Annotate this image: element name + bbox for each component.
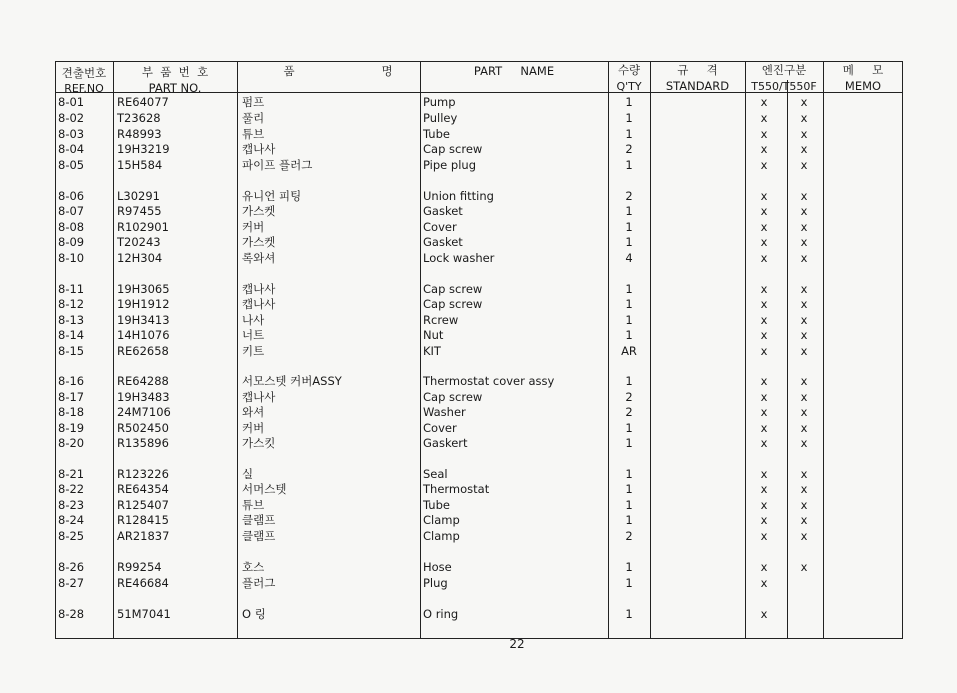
t550-mark: x <box>760 560 768 574</box>
name-en: KIT <box>423 344 441 358</box>
t550-mark: x <box>760 235 768 249</box>
ref-no: 8-21 <box>58 467 85 481</box>
t550f-mark: x <box>800 390 808 404</box>
part-no: 15H584 <box>117 158 163 172</box>
part-no: 51M7041 <box>117 607 171 621</box>
t550f-mark: x <box>800 498 808 512</box>
t550-mark: x <box>760 405 768 419</box>
name-kr: 튜브 <box>242 127 265 141</box>
t550f-mark: x <box>800 235 808 249</box>
ref-no: 8-11 <box>58 282 85 296</box>
name-kr: 파이프 플러그 <box>242 158 313 172</box>
qty: 1 <box>625 513 633 527</box>
header-memo-en: MEMO <box>844 79 882 93</box>
ref-no: 8-05 <box>58 158 85 172</box>
qty: 2 <box>625 405 633 419</box>
t550f-mark: x <box>800 421 808 435</box>
t550f-mark: x <box>800 127 808 141</box>
col-divider <box>420 61 421 639</box>
qty: 1 <box>625 111 633 125</box>
part-no: R99254 <box>117 560 162 574</box>
part-no: R125407 <box>117 498 169 512</box>
part-no: RE46684 <box>117 576 169 590</box>
t550f-mark: x <box>800 560 808 574</box>
ref-no: 8-06 <box>58 189 85 203</box>
part-no: T23628 <box>117 111 161 125</box>
t550f-mark: x <box>800 405 808 419</box>
header-qty-en: Q'TY <box>616 80 642 93</box>
name-en: Lock washer <box>423 251 495 265</box>
t550f-mark: x <box>800 344 808 358</box>
t550-mark: x <box>760 328 768 342</box>
qty: 1 <box>625 282 633 296</box>
part-no: 19H3065 <box>117 282 170 296</box>
col-divider <box>608 61 609 639</box>
t550-mark: x <box>760 436 768 450</box>
part-no: RE64077 <box>117 95 169 109</box>
ref-no: 8-03 <box>58 127 85 141</box>
name-en: Cap screw <box>423 282 483 296</box>
ref-no: 8-14 <box>58 328 85 342</box>
name-en: Clamp <box>423 529 460 543</box>
name-en: Cap screw <box>423 297 483 311</box>
name-en: Gasket <box>423 204 463 218</box>
qty: 1 <box>625 607 633 621</box>
qty: 1 <box>625 220 633 234</box>
name-kr: 서머스텟 <box>242 482 287 496</box>
t550f-mark: x <box>800 204 808 218</box>
name-kr: O 링 <box>242 607 266 621</box>
name-en: Cap screw <box>423 390 483 404</box>
ref-no: 8-25 <box>58 529 85 543</box>
name-en: Pump <box>423 95 456 109</box>
name-kr: 커버 <box>242 220 265 234</box>
t550-mark: x <box>760 189 768 203</box>
ref-no: 8-13 <box>58 313 85 327</box>
qty: 1 <box>625 127 633 141</box>
name-kr: 나사 <box>242 313 265 327</box>
header-std-en: STANDARD <box>665 79 730 93</box>
name-kr: 캡나사 <box>242 297 276 311</box>
t550f-mark: x <box>800 467 808 481</box>
t550-mark: x <box>760 142 768 156</box>
ref-no: 8-04 <box>58 142 85 156</box>
t550f-mark: x <box>800 111 808 125</box>
ref-no: 8-27 <box>58 576 85 590</box>
t550f-mark: x <box>800 297 808 311</box>
ref-no: 8-15 <box>58 344 85 358</box>
col-divider <box>237 61 238 639</box>
part-no: R97455 <box>117 204 162 218</box>
part-no: 19H3219 <box>117 142 170 156</box>
ref-no: 8-26 <box>58 560 85 574</box>
col-divider <box>823 61 824 639</box>
header-ref-kr: 견출번호 <box>61 66 107 80</box>
t550-mark: x <box>760 220 768 234</box>
qty: 2 <box>625 390 633 404</box>
t550f-mark: x <box>800 374 808 388</box>
qty: AR <box>621 344 637 358</box>
header-engine-kr: 엔진구분 <box>761 63 807 77</box>
ref-no: 8-16 <box>58 374 85 388</box>
name-en: Gasket <box>423 235 463 249</box>
name-en: Cap screw <box>423 142 483 156</box>
t550-mark: x <box>760 282 768 296</box>
name-kr: 튜브 <box>242 498 265 512</box>
t550-mark: x <box>760 158 768 172</box>
t550-mark: x <box>760 421 768 435</box>
col-divider <box>787 80 788 639</box>
name-kr: 캡나사 <box>242 282 276 296</box>
name-en: Hose <box>423 560 452 574</box>
part-no: 19H3413 <box>117 313 170 327</box>
name-kr: 실 <box>242 467 254 481</box>
name-kr: 호스 <box>242 560 265 574</box>
t550f-mark: x <box>800 436 808 450</box>
ref-no: 8-18 <box>58 405 85 419</box>
name-kr: 가스킷 <box>242 436 276 450</box>
name-kr: 플러그 <box>242 576 276 590</box>
t550-mark: x <box>760 576 768 590</box>
qty: 2 <box>625 142 633 156</box>
t550-mark: x <box>760 297 768 311</box>
part-no: R48993 <box>117 127 162 141</box>
name-en: Pulley <box>423 111 458 125</box>
part-no: 19H3483 <box>117 390 170 404</box>
t550-mark: x <box>760 204 768 218</box>
page-number: 22 <box>509 637 525 651</box>
qty: 1 <box>625 560 633 574</box>
part-no: AR21837 <box>117 529 170 543</box>
name-kr: 펌프 <box>242 95 265 109</box>
t550-mark: x <box>760 498 768 512</box>
ref-no: 8-07 <box>58 204 85 218</box>
name-kr: 캡나사 <box>242 142 276 156</box>
ref-no: 8-24 <box>58 513 85 527</box>
qty: 1 <box>625 158 633 172</box>
t550-mark: x <box>760 111 768 125</box>
name-en: Clamp <box>423 513 460 527</box>
header-ref-en: REF.NO <box>64 82 104 95</box>
t550f-mark: x <box>800 189 808 203</box>
header-part-en: PART NO. <box>148 81 202 95</box>
qty: 4 <box>625 251 633 265</box>
part-no: L30291 <box>117 189 160 203</box>
qty: 1 <box>625 204 633 218</box>
t550f-mark: x <box>800 313 808 327</box>
name-kr: 너트 <box>242 328 265 342</box>
t550f-mark: x <box>800 95 808 109</box>
t550f-mark: x <box>800 158 808 172</box>
qty: 1 <box>625 421 633 435</box>
t550f-mark: x <box>800 220 808 234</box>
header-engine-en: T550/T550F <box>751 80 817 93</box>
ref-no: 8-19 <box>58 421 85 435</box>
name-en: Pipe plug <box>423 158 476 172</box>
header-part-kr: 부 품 번 호 <box>141 65 209 79</box>
t550-mark: x <box>760 482 768 496</box>
t550-mark: x <box>760 127 768 141</box>
header-std-kr: 규 격 <box>677 63 718 77</box>
ref-no: 8-28 <box>58 607 85 621</box>
name-kr: 커버 <box>242 421 265 435</box>
col-divider <box>113 61 114 639</box>
header-part-name: PART NAME <box>473 64 555 78</box>
qty: 1 <box>625 576 633 590</box>
header-name-kr-1: 품 <box>283 64 295 78</box>
t550-mark: x <box>760 313 768 327</box>
part-no: R135896 <box>117 436 169 450</box>
t550-mark: x <box>760 529 768 543</box>
t550-mark: x <box>760 513 768 527</box>
qty: 1 <box>625 498 633 512</box>
t550f-mark: x <box>800 328 808 342</box>
part-no: T20243 <box>117 235 161 249</box>
header-memo-kr: 메 모 <box>842 63 884 77</box>
t550f-mark: x <box>800 482 808 496</box>
qty: 1 <box>625 328 633 342</box>
col-divider <box>745 61 746 639</box>
part-no: R128415 <box>117 513 169 527</box>
part-no: R502450 <box>117 421 169 435</box>
name-kr: 풀리 <box>242 111 265 125</box>
name-en: Cover <box>423 421 457 435</box>
ref-no: 8-01 <box>58 95 85 109</box>
qty: 1 <box>625 297 633 311</box>
part-no: 12H304 <box>117 251 163 265</box>
t550-mark: x <box>760 607 768 621</box>
qty: 1 <box>625 482 633 496</box>
name-en: Union fitting <box>423 189 494 203</box>
name-kr: 서모스텟 커버ASSY <box>242 374 342 388</box>
ref-no: 8-09 <box>58 235 85 249</box>
qty: 1 <box>625 467 633 481</box>
name-kr: 가스켓 <box>242 204 276 218</box>
name-en: Gaskert <box>423 436 468 450</box>
name-kr: 캡나사 <box>242 390 276 404</box>
t550f-mark: x <box>800 529 808 543</box>
name-en: Rcrew <box>423 313 459 327</box>
part-no: R123226 <box>117 467 169 481</box>
ref-no: 8-17 <box>58 390 85 404</box>
name-en: Cover <box>423 220 457 234</box>
ref-no: 8-08 <box>58 220 85 234</box>
part-no: R102901 <box>117 220 169 234</box>
t550-mark: x <box>760 467 768 481</box>
ref-no: 8-23 <box>58 498 85 512</box>
ref-no: 8-20 <box>58 436 85 450</box>
part-no: RE64354 <box>117 482 169 496</box>
col-divider <box>650 61 651 639</box>
name-en: O ring <box>423 607 459 621</box>
name-kr: 가스켓 <box>242 235 276 249</box>
name-kr: 클램프 <box>242 513 276 527</box>
t550-mark: x <box>760 344 768 358</box>
name-kr: 클램프 <box>242 529 276 543</box>
ref-no: 8-22 <box>58 482 85 496</box>
name-en: Washer <box>423 405 466 419</box>
name-en: Seal <box>423 467 448 481</box>
part-no: RE62658 <box>117 344 169 358</box>
qty: 1 <box>625 374 633 388</box>
ref-no: 8-02 <box>58 111 85 125</box>
ref-no: 8-12 <box>58 297 85 311</box>
ref-no: 8-10 <box>58 251 85 265</box>
t550-mark: x <box>760 374 768 388</box>
qty: 1 <box>625 235 633 249</box>
t550-mark: x <box>760 390 768 404</box>
header-qty-kr: 수량 <box>617 63 641 77</box>
t550f-mark: x <box>800 142 808 156</box>
qty: 1 <box>625 95 633 109</box>
t550-mark: x <box>760 95 768 109</box>
header-name-kr-2: 명 <box>381 64 393 78</box>
name-kr: 와셔 <box>242 405 265 419</box>
name-en: Plug <box>423 576 448 590</box>
name-kr: 키트 <box>242 344 265 358</box>
qty: 1 <box>625 313 633 327</box>
t550-mark: x <box>760 251 768 265</box>
qty: 2 <box>625 529 633 543</box>
qty: 2 <box>625 189 633 203</box>
t550f-mark: x <box>800 513 808 527</box>
qty: 1 <box>625 436 633 450</box>
name-en: Tube <box>423 127 450 141</box>
t550f-mark: x <box>800 251 808 265</box>
name-en: Nut <box>423 328 444 342</box>
part-no: RE64288 <box>117 374 169 388</box>
part-no: 24M7106 <box>117 405 171 419</box>
name-en: Thermostat <box>423 482 490 496</box>
t550f-mark: x <box>800 282 808 296</box>
part-no: 19H1912 <box>117 297 170 311</box>
name-en: Tube <box>423 498 450 512</box>
name-kr: 록와셔 <box>242 251 276 265</box>
part-no: 14H1076 <box>117 328 170 342</box>
name-kr: 유니언 피팅 <box>242 189 302 203</box>
name-en: Thermostat cover assy <box>423 374 555 388</box>
